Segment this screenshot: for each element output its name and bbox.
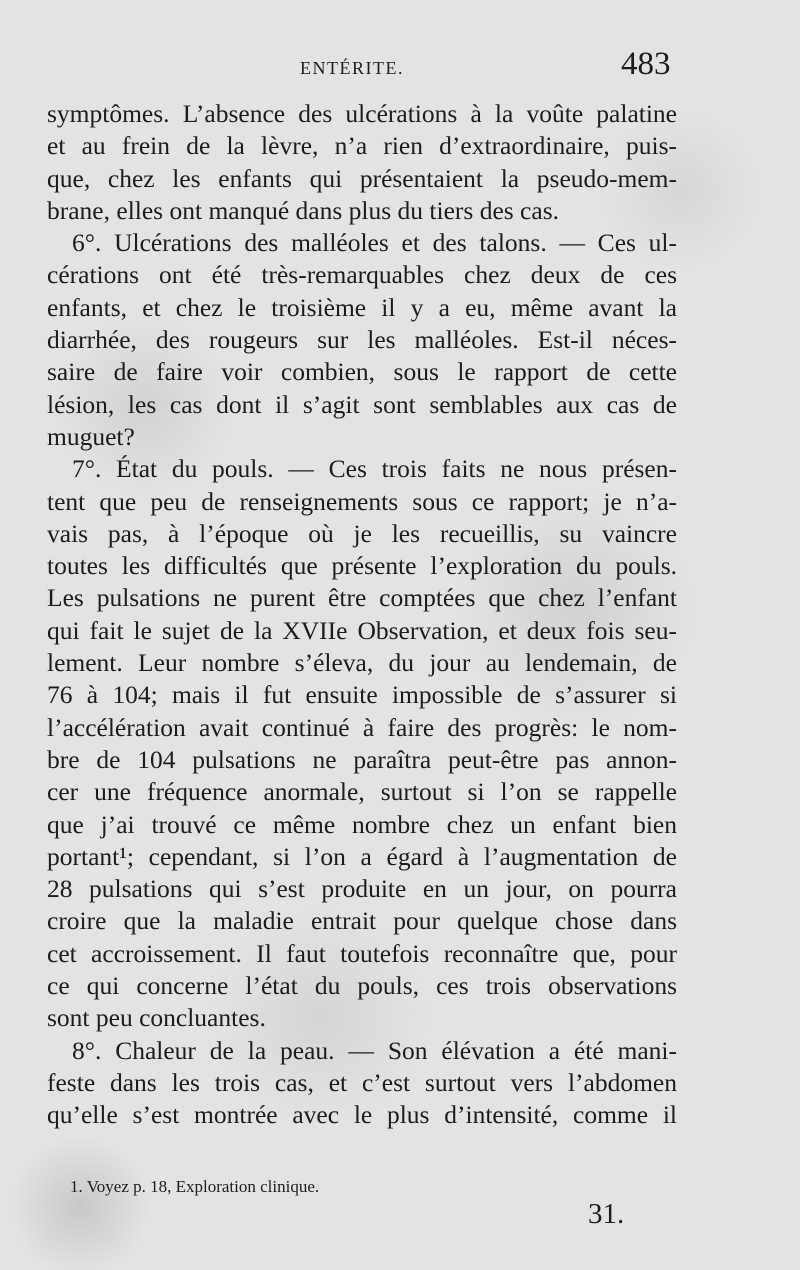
text-line: qui fait le sujet de la XVIIe Observation, et deux fois seu-: [47, 615, 677, 645]
text-line: croire que la maladie entrait pour quelque chose dans: [47, 906, 677, 936]
text-line: cet accroissement. Il faut toutefois reconnaître que, pour: [47, 938, 677, 968]
text-line: sont peu concluantes.: [47, 1003, 266, 1033]
text-line: qu’elle s’est montrée avec le plus d’intensité, comme il: [47, 1100, 677, 1130]
text-line: 6°. Ulcérations des malléoles et des talons. — Ces ul-: [72, 228, 677, 258]
text-line: que, chez les enfants qui présentaient la pseudo-mem-: [47, 163, 677, 193]
text-line: 28 pulsations qui s’est produite en un jour, on pourra: [47, 874, 677, 904]
text-line: et au frein de la lèvre, n’a rien d’extraordinaire, puis-: [47, 131, 677, 161]
text-line: portant¹; cependant, si l’on a égard à l’augmentation de: [47, 841, 677, 871]
text-line: 76 à 104; mais il fut ensuite impossible de s’assurer si: [47, 680, 677, 710]
text-line: cérations ont été très-remarquables chez deux de ces: [47, 260, 677, 290]
text-line: que j’ai trouvé ce même nombre chez un enfant bien: [47, 809, 677, 839]
text-line: lésion, les cas dont il s’agit sont semblables aux cas de: [47, 389, 677, 419]
text-line: symptômes. L’absence des ulcérations à la voûte palatine: [47, 99, 677, 128]
text-line: enfants, et chez le troisième il y a eu, même avant la: [47, 292, 677, 322]
text-line: lement. Leur nombre s’éleva, du jour au lendemain, de: [47, 648, 677, 678]
text-line: toutes les difficultés que présente l’exploration du pouls.: [47, 551, 677, 581]
text-line: ce qui concerne l’état du pouls, ces trois observations: [47, 971, 677, 1001]
text-line: saire de faire voir combien, sous le rapport de cette: [47, 357, 677, 387]
text-line: cer une fréquence anormale, surtout si l’on se rappelle: [47, 777, 677, 807]
body-text: [47, 98, 677, 1132]
text-line: feste dans les trois cas, et c’est surtout vers l’abdomen: [47, 1067, 677, 1097]
text-line: tent que peu de renseignements sous ce rapport; je n’a-: [47, 486, 677, 516]
text-line: vais pas, à l’époque où je les recueillis, su vaincre: [47, 518, 677, 548]
footnote: 1. Voyez p. 18, Exploration clinique.: [70, 1177, 320, 1196]
text-line: bre de 104 pulsations ne paraîtra peut-être pas annon-: [47, 744, 677, 774]
text-line: l’accélération avait continué à faire des progrès: le nom-: [47, 712, 677, 742]
text-line: 8°. Chaleur de la peau. — Son élévation a été mani-: [72, 1035, 677, 1065]
text-line: 7°. État du pouls. — Ces trois faits ne nous présen-: [72, 454, 677, 484]
text-line: muguet?: [47, 421, 135, 451]
page-number: 483: [621, 46, 671, 82]
signature-mark: 31.: [588, 1198, 625, 1230]
running-head: ENTÉRITE.: [300, 58, 404, 78]
text-line: diarrhée, des rougeurs sur les malléoles. Est-il néces-: [47, 325, 677, 355]
text-line: brane, elles ont manqué dans plus du tiers des cas.: [47, 195, 559, 225]
text-line: Les pulsations ne purent être comptées que chez l’enfant: [47, 583, 677, 613]
